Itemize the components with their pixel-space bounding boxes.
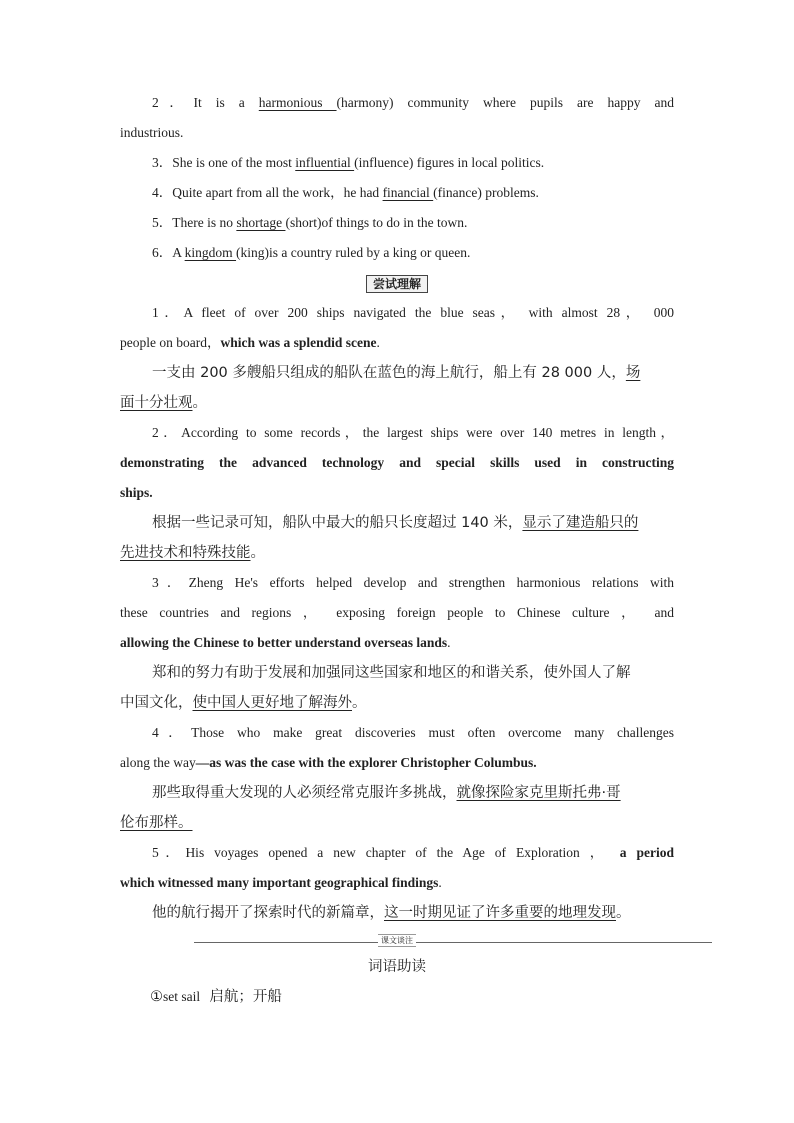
key-phrase: which witnessed many important geographical findings [120, 875, 439, 890]
sentence-3: 3．Zheng He's efforts helped develop and strengthen harmonious relations with these countries and regions ， exposing foreign people to Chinese culture ， and allowing the Chinese to better understand overseas lands. 郑和的努力有助于发展和加强同这些国家和地区的和谐关系，使外国人了解 中国文化，使中国人更好地了解海外。 [120, 575, 674, 711]
notes-tag: 课文谈注 [378, 934, 416, 947]
answer-blank: kingdom [184, 245, 237, 260]
answer-blank: shortage [236, 215, 286, 230]
translation: 一支由 200 多艘船只组成的船队在蓝色的海上航行，船上有 28 000 人，场 [152, 365, 641, 381]
key-phrase: demonstrating the advanced technology and special skills used in constructing [120, 455, 674, 470]
vocab-item-2 [120, 88, 674, 148]
vocab-item-4: 4．Quite apart from all the work，he had financial (finance) problems. [152, 185, 539, 200]
translation: 郑和的努力有助于发展和加强同这些国家和地区的和谐关系，使外国人了解 [152, 665, 631, 681]
document-page [120, 88, 674, 1012]
notes-divider [120, 932, 674, 952]
answer-blank: influential [295, 155, 355, 170]
note-item-1: ①set sail 启航；开船 [150, 989, 282, 1005]
section-heading [120, 268, 674, 298]
notes-title: 词语助读 [368, 959, 426, 975]
answer-blank: financial [382, 185, 434, 200]
translation: 根据一些记录可知，船队中最大的船只长度超过 140 米，显示了建造船只的 [152, 515, 639, 531]
item-number: 2． [152, 95, 194, 110]
vocab-line-cont: industrious. [120, 125, 184, 140]
vocab-item-6: 6．A kingdom (king)is a country ruled by a king or queen. [152, 245, 471, 260]
vocab-item-5: 5．There is no shortage (short)of things to do in the town. [152, 215, 468, 230]
translation: 那些取得重大发现的人必须经常克服许多挑战，就像探险家克里斯托弗·哥 [152, 785, 621, 801]
sentence-4: 4．Those who make great discoveries must often overcome many challenges along the way—as was the case with the explorer Christopher Columbus. 那些取得重大发现的人必须经常克服许多挑战，就像探险家克里斯托弗·哥 伦布那样。 [120, 725, 675, 831]
sentence-5: 5．His voyages opened a new chapter of the Age of Exploration ， a period which witnessed many important geographical findings. 他的航行揭开了探索时代的新篇章，这一时期见证了许多重要的地理发现。 [120, 838, 674, 928]
divider-line [194, 942, 712, 943]
translation: 他的航行揭开了探索时代的新篇章，这一时期见证了许多重要的地理发现。 [152, 905, 631, 921]
key-phrase: —as was the case with the explorer Christopher Columbus. [195, 755, 537, 770]
vocab-line: 2．It is a harmonious (harmony) community where pupils are happy and [152, 95, 674, 110]
vocab-item-3: 3．She is one of the most influential (influence) figures in local politics. [152, 155, 545, 170]
sentence-1: 1．A fleet of over 200 ships navigated the blue seas， with almost 28， 000 people on board，which was a splendid scene. 一支由 200 多艘船只组成的船队在蓝色的海上航行，船上有 28 000 人，场 面十分壮观。 [120, 305, 675, 411]
key-phrase: allowing the Chinese to better understand overseas lands [120, 635, 448, 650]
answer-blank: harmonious [258, 95, 337, 110]
section-tag: 尝试理解 [366, 275, 428, 293]
sentence-2: 2．According to some records，the largest ships were over 140 metres in length， demonstrating the advanced technology and special skills used in constructing ships. 根据一些记录可知，船队中最大的船只长度超过 140 米，显示了建造船只的 先进技术和特殊技能。 [120, 425, 674, 561]
key-phrase: which was a splendid scene [220, 335, 377, 350]
